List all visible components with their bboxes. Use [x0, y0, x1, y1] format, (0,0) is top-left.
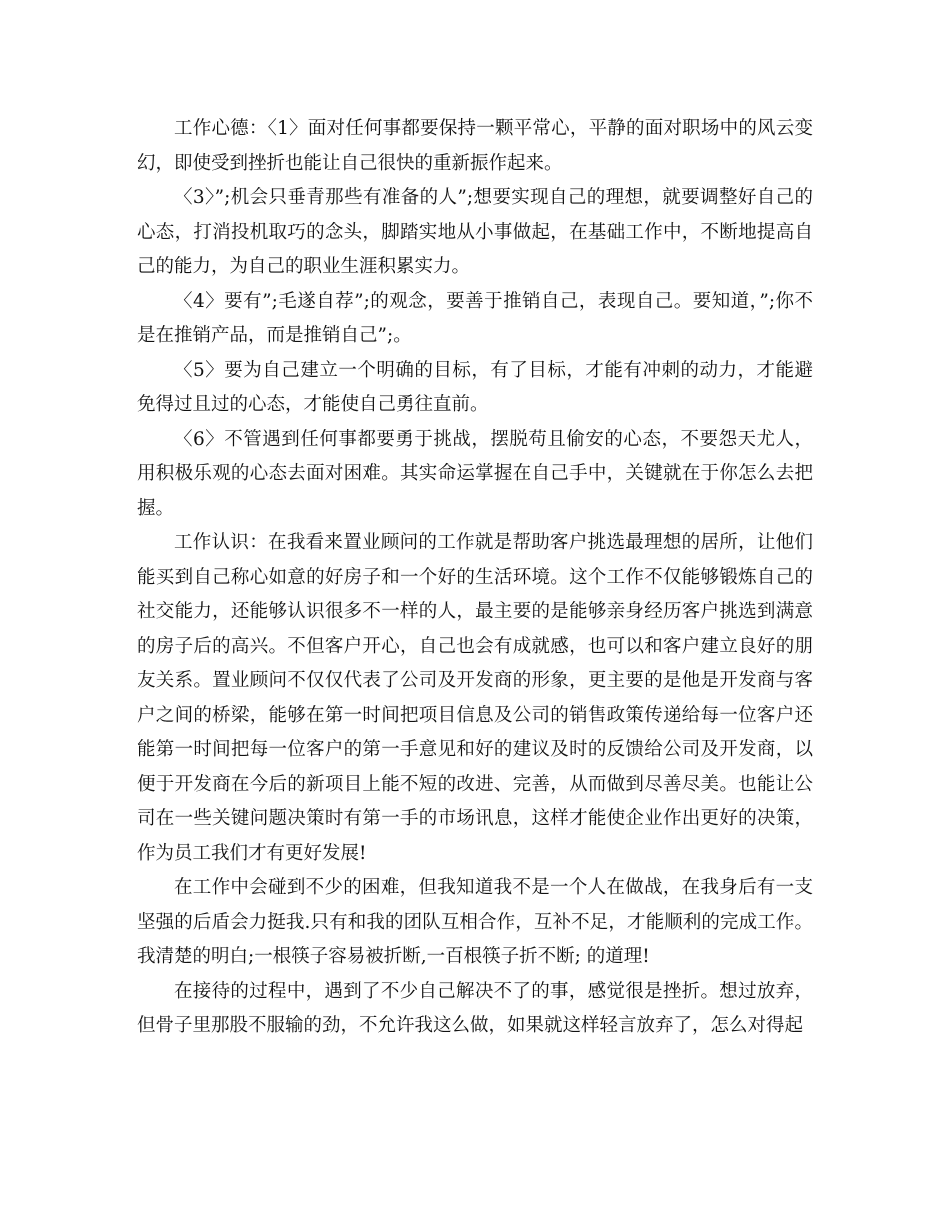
paragraph-reception-difficulties: 在接待的过程中，遇到了不少自己解决不了的事，感觉很是挫折。想过放弃，但骨子里那股不服输的劲，不允许我这么做，如果就这样轻言放弃了，怎么对得起: [137, 980, 813, 1036]
paragraph-work-insight-4: 〈4〉要有”;毛遂自荐”;的观念，要善于推销自己，表现自己。要知道，”;你不是在推销产品，而是推销自己”;。: [137, 290, 813, 346]
paragraph-work-insight-3: 〈3〉”;机会只垂青那些有准备的人”;想要实现自己的理想，就要调整好自己的心态，打消投机取巧的念头，脚踏实地从小事做起，在基础工作中，不断地提高自己的能力，为自己的职业生涯积累实力。: [137, 187, 813, 277]
paragraph-work-insight-6: 〈6〉不管遇到任何事都要勇于挑战，摆脱苟且偷安的心态，不要怨天尤人，用积极乐观的心态去面对困难。其实命运掌握在自己手中，关键就在于你怎么去把握。: [137, 428, 813, 519]
paragraph-work-insight-1: 工作心德：〈1〉面对任何事都要保持一颗平常心，平静的面对职场中的风云变幻，即使受到挫折也能让自己很快的重新振作起来。: [137, 118, 813, 174]
paragraph-teamwork: 在工作中会碰到不少的困难，但我知道我不是一个人在做战，在我身后有一支坚强的后盾会力挺我.只有和我的团队互相合作，互补不足，才能顺利的完成工作。我清楚的明白;一根筷子容易被折断,一百根筷子折不断; 的道理!: [137, 877, 813, 967]
document-body: [137, 112, 813, 1044]
paragraph-work-insight-5: 〈5〉要为自己建立一个明确的目标，有了目标，才能有冲刺的动力，才能避免得过且过的心态，才能使自己勇往直前。: [137, 359, 813, 415]
paragraph-work-understanding: 工作认识：在我看来置业顾问的工作就是帮助客户挑选最理想的居所，让他们能买到自己称心如意的好房子和一个好的生活环境。这个工作不仅能够锻炼自己的社交能力，还能够认识很多不一样的人，最主要的是能够亲身经历客户挑选到满意的房子后的高兴。不但客户开心，自己也会有成就感，也可以和客户建立良好的朋友关系。置业顾问不仅仅代表了公司及开发商的形象，更主要的是他是开发商与客户之间的桥梁，能够在第一时间把项目信息及公司的销售政策传递给每一位客户还能第一时间把每一位客户的第一手意见和好的建议及时的反馈给公司及开发商，以便于开发商在今后的新项目上能不短的改进、完善，从而做到尽善尽美。也能让公司在一些关键问题决策时有第一手的市场讯息，这样才能使企业作出更好的决策，作为员工我们才有更好发展!: [137, 532, 813, 864]
